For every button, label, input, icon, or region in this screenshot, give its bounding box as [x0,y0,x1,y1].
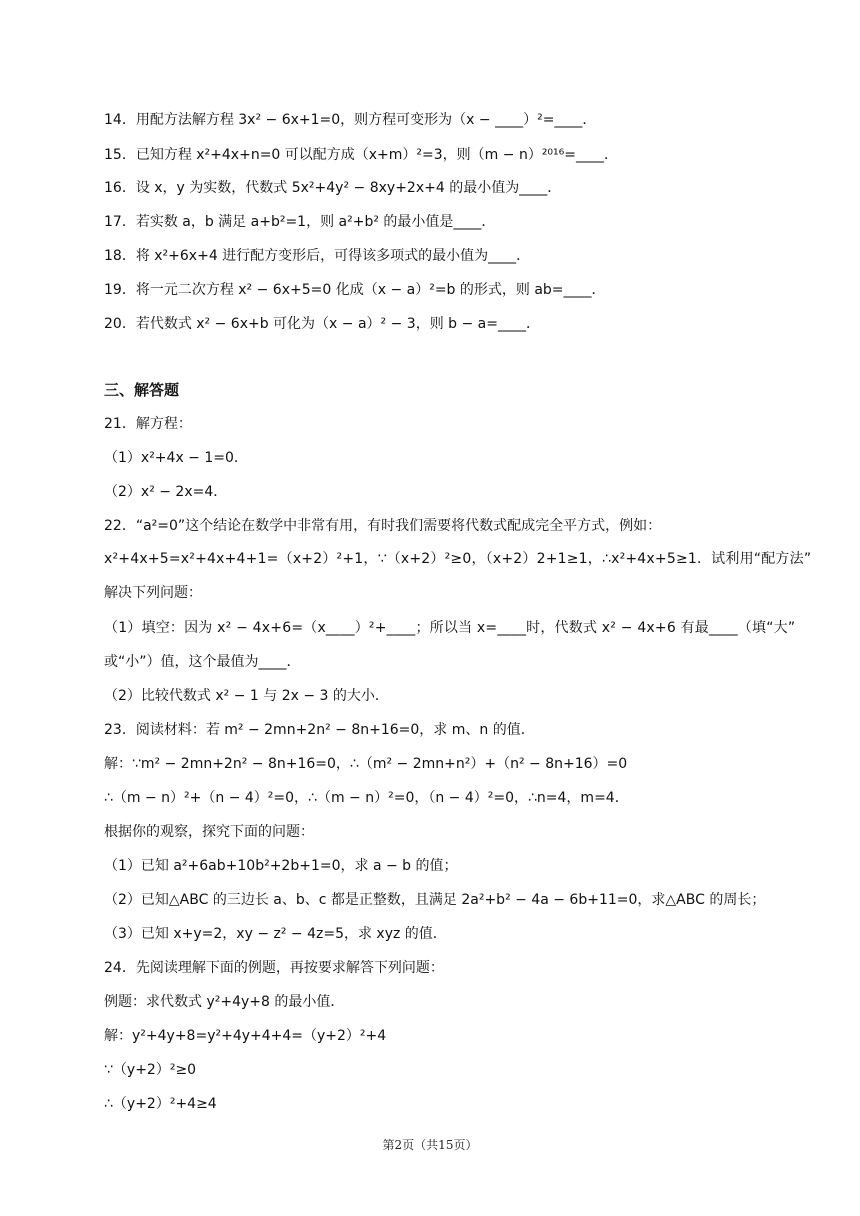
question-15: 15．已知方程 x²+4x+n=0 可以配方成（x+m）²=3，则（m − n）²⁰¹⁶=____． [104,147,618,163]
question-19: 19．将一元二次方程 x² − 6x+5=0 化成（x − a）²=b 的形式，则 ab=____． [104,282,606,298]
question-23-prompt: 根据你的观察，探究下面的问题： [104,824,314,840]
question-24-solution-3: ∴（y+2）²+4≥4 [104,1096,217,1112]
question-24: 24．先阅读理解下面的例题，再按要求解答下列问题： [104,960,444,976]
question-18: 18．将 x²+6x+4 进行配方变形后，可得该多项式的最小值为____． [104,248,531,264]
question-17: 17．若实数 a，b 满足 a+b²=1，则 a²+b² 的最小值是____． [104,214,496,230]
question-14: 14．用配方法解方程 3x² − 6x+1=0，则方程可变形为（x − ____）²=____． [104,112,597,128]
question-20: 20．若代数式 x² − 6x+b 可化为（x − a）² − 3，则 b − a=____． [104,316,540,332]
question-23-part-3: （3）已知 x+y=2，xy − z² − 4z=5，求 xyz 的值． [104,926,447,942]
question-24-solution-1: 解：y²+4y+8=y²+4y+4+4=（y+2）²+4 [104,1028,387,1044]
question-23-part-1: （1）已知 a²+6ab+10b²+2b+1=0，求 a − b 的值； [104,858,458,874]
question-22-line-2: x²+4x+5=x²+4x+4+1=（x+2）²+1，∵（x+2）²≥0，（x+2）2+1≥1，∴x²+4x+5≥1．试利用“配方法” [104,551,812,567]
question-24-solution-2: ∵（y+2）²≥0 [104,1062,197,1078]
question-21-part-1: （1）x²+4x − 1=0． [104,450,248,466]
question-22: 22．“a²=0”这个结论在数学中非常有用，有时我们需要将代数式配成完全平方式，例如： [104,518,662,534]
question-22-part-1: （1）填空：因为 x² − 4x+6=（x____）²+____；所以当 x=____时，代数式 x² − 4x+6 有最____（填“大” [104,620,796,636]
question-22-line-3: 解决下列问题： [104,585,202,601]
question-23-solution-2: ∴（m − n）²+（n − 4）²=0，∴（m − n）²=0，（n − 4）²=0，∴n=4，m=4． [104,790,629,806]
page-footer: 第2页（共15页） [382,1138,478,1152]
question-22-part-2: （2）比较代数式 x² − 1 与 2x − 3 的大小． [104,688,389,704]
question-21-part-2: （2）x² − 2x=4． [104,484,228,500]
question-24-example: 例题：求代数式 y²+4y+8 的最小值． [104,994,345,1010]
question-22-part-1-cont: 或“小”）值，这个最值为____． [104,654,301,670]
question-23-part-2: （2）已知△ABC 的三边长 a、b、c 都是正整数，且满足 2a²+b² − 4a − 6b+11=0，求△ABC 的周长； [104,892,766,908]
question-21: 21．解方程： [104,416,192,432]
question-16: 16．设 x，y 为实数，代数式 5x²+4y² − 8xy+2x+4 的最小值为____． [104,180,562,196]
question-23-solution-1: 解：∵m² − 2mn+2n² − 8n+16=0，∴（m² − 2mn+n²）+（n² − 8n+16）=0 [104,756,628,772]
question-23: 23．阅读材料：若 m² − 2mn+2n² − 8n+16=0，求 m、n 的值． [104,722,535,738]
section-heading: 三、解答题 [104,381,180,399]
